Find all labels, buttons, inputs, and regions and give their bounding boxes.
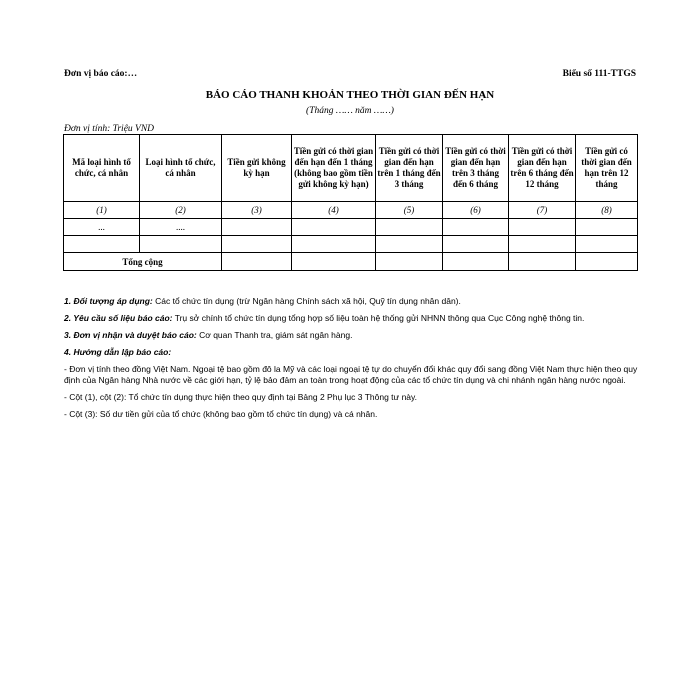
column-index: (2) [140,202,222,219]
column-header: Tiền gửi có thời gian đến hạn trên 6 tháng đến 12 tháng [509,135,576,202]
note-label: 4. Hướng dẫn lập báo cáo: [64,347,172,357]
note-compile [64,313,638,324]
table-cell [140,236,222,253]
note-label: 1. Đối tượng áp dụng: [64,296,153,306]
note-recipient [64,330,638,341]
table-row [64,236,638,253]
note-text: Các tổ chức tín dụng (trừ Ngân hàng Chính sách xã hội, Quỹ tín dụng nhân dân). [152,296,461,306]
column-header: Tiền gửi có thời gian đến hạn đến 1 tháng (không bao gồm tiền gửi không kỳ hạn) [292,135,376,202]
total-label: Tổng cộng [64,253,222,271]
table-cell [222,219,292,236]
column-index: (8) [576,202,638,219]
column-index: (6) [443,202,509,219]
note-text: Cơ quan Thanh tra, giám sát ngân hàng. [196,330,353,340]
guide-line: - Đơn vị tính theo đồng Việt Nam. Ngoại tệ bao gồm đô la Mỹ và các loại ngoại tệ tự do chuyển đổi khác quy đổi sang đồng Việt Nam thực hiện theo quy định của Ngân hàng Nhà nước về các giới hạn, tỷ lệ bảo đảm an toàn trong hoạt động của các tổ chức tín dụng và chi nhánh ngân hàng nước ngoài. [64,364,638,385]
table-cell [443,253,509,271]
column-header: Tiền gửi có thời gian đến hạn trên 3 tháng đến 6 tháng [443,135,509,202]
table-cell [376,236,443,253]
note-label: 3. Đơn vị nhận và duyệt báo cáo: [64,330,197,340]
table-cell: .... [140,219,222,236]
note-scope [64,296,638,307]
column-index: (4) [292,202,376,219]
guide-line: - Cột (1), cột (2): Tổ chức tín dụng thực hiện theo quy định tại Bảng 2 Phụ lục 3 Thông tư này. [64,392,418,402]
table-cell [64,236,140,253]
column-index-row [64,202,638,219]
table-cell [509,219,576,236]
table-cell [443,219,509,236]
column-index: (3) [222,202,292,219]
notes-section [64,296,638,426]
table-cell [576,253,638,271]
table-row [64,219,638,236]
table-cell [443,236,509,253]
guide-line: - Cột (3): Số dư tiền gửi của tổ chức (không bao gồm tổ chức tín dụng) và cá nhân. [64,409,378,419]
column-header: Mã loại hình tổ chức, cá nhân [64,135,140,202]
column-index: (5) [376,202,443,219]
column-header: Loại hình tổ chức, cá nhân [140,135,222,202]
report-period: (Tháng …… năm ……) [306,106,394,116]
note-label: 2. Yêu cầu số liệu báo cáo: [64,313,173,323]
table-header-row [64,135,638,202]
column-header: Tiền gửi có thời gian đến hạn trên 12 tháng [576,135,638,202]
report-table [63,134,638,271]
table-cell: ... [64,219,140,236]
column-header: Tiền gửi không kỳ hạn [222,135,292,202]
column-index: (1) [64,202,140,219]
column-header: Tiền gửi có thời gian đến hạn trên 1 tháng đến 3 tháng [376,135,443,202]
table-cell [509,236,576,253]
table-cell [376,253,443,271]
form-code: Biểu số 111-TTGS [562,69,636,79]
total-row [64,253,638,271]
table-cell [292,219,376,236]
table-cell [292,236,376,253]
note-text: Trụ sở chính tổ chức tín dụng tổng hợp số liệu toàn hệ thống gửi NHNN thông qua Cục Công nghệ thông tin. [172,313,585,323]
table-cell [376,219,443,236]
reporting-unit-label: Đơn vị báo cáo:… [64,69,138,79]
table-cell [576,219,638,236]
table-cell [222,236,292,253]
table-cell [509,253,576,271]
table-cell [222,253,292,271]
table-cell [576,236,638,253]
table-cell [292,253,376,271]
note-guide [64,347,638,358]
currency-unit: Đơn vị tính: Triệu VND [64,124,155,134]
report-title: BÁO CÁO THANH KHOẢN THEO THỜI GIAN ĐẾN HẠN [205,89,495,101]
column-index: (7) [509,202,576,219]
